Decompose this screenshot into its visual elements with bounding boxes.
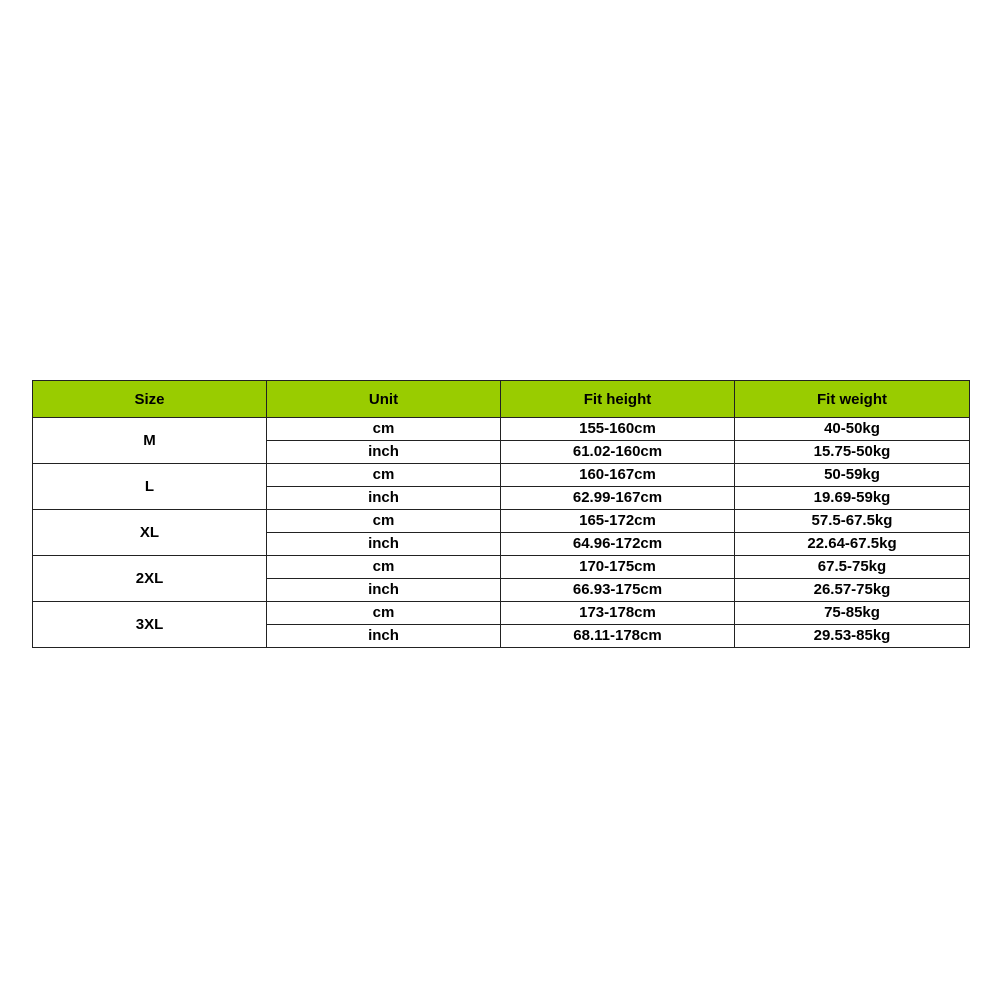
- fit-height-cell: 160-167cm: [501, 464, 735, 487]
- unit-cell: cm: [267, 418, 501, 441]
- table-header: [33, 381, 970, 418]
- fit-weight-cell: 29.53-85kg: [735, 625, 970, 648]
- fit-height-cell: 155-160cm: [501, 418, 735, 441]
- fit-height-cell: 68.11-178cm: [501, 625, 735, 648]
- fit-weight-cell: 40-50kg: [735, 418, 970, 441]
- table-row: [33, 556, 970, 579]
- table-body: [33, 418, 970, 648]
- fit-height-cell: 173-178cm: [501, 602, 735, 625]
- size-cell: 3XL: [33, 602, 267, 648]
- fit-height-cell: 64.96-172cm: [501, 533, 735, 556]
- table-row: [33, 464, 970, 487]
- header-row: [33, 381, 970, 418]
- fit-weight-cell: 22.64-67.5kg: [735, 533, 970, 556]
- fit-weight-cell: 15.75-50kg: [735, 441, 970, 464]
- table-row: [33, 510, 970, 533]
- fit-weight-cell: 67.5-75kg: [735, 556, 970, 579]
- size-cell: M: [33, 418, 267, 464]
- fit-weight-cell: 50-59kg: [735, 464, 970, 487]
- header-unit: Unit: [267, 381, 501, 418]
- unit-cell: inch: [267, 579, 501, 602]
- unit-cell: inch: [267, 533, 501, 556]
- size-chart-table: [32, 380, 970, 648]
- unit-cell: cm: [267, 510, 501, 533]
- fit-height-cell: 170-175cm: [501, 556, 735, 579]
- size-cell: L: [33, 464, 267, 510]
- unit-cell: cm: [267, 556, 501, 579]
- unit-cell: cm: [267, 602, 501, 625]
- header-fit-weight: Fit weight: [735, 381, 970, 418]
- size-cell: XL: [33, 510, 267, 556]
- unit-cell: inch: [267, 487, 501, 510]
- table-row: [33, 602, 970, 625]
- fit-weight-cell: 26.57-75kg: [735, 579, 970, 602]
- header-fit-height: Fit height: [501, 381, 735, 418]
- unit-cell: inch: [267, 625, 501, 648]
- header-size: Size: [33, 381, 267, 418]
- unit-cell: inch: [267, 441, 501, 464]
- size-cell: 2XL: [33, 556, 267, 602]
- fit-weight-cell: 19.69-59kg: [735, 487, 970, 510]
- table-row: [33, 418, 970, 441]
- fit-weight-cell: 75-85kg: [735, 602, 970, 625]
- fit-height-cell: 61.02-160cm: [501, 441, 735, 464]
- fit-height-cell: 62.99-167cm: [501, 487, 735, 510]
- unit-cell: cm: [267, 464, 501, 487]
- fit-height-cell: 66.93-175cm: [501, 579, 735, 602]
- fit-height-cell: 165-172cm: [501, 510, 735, 533]
- fit-weight-cell: 57.5-67.5kg: [735, 510, 970, 533]
